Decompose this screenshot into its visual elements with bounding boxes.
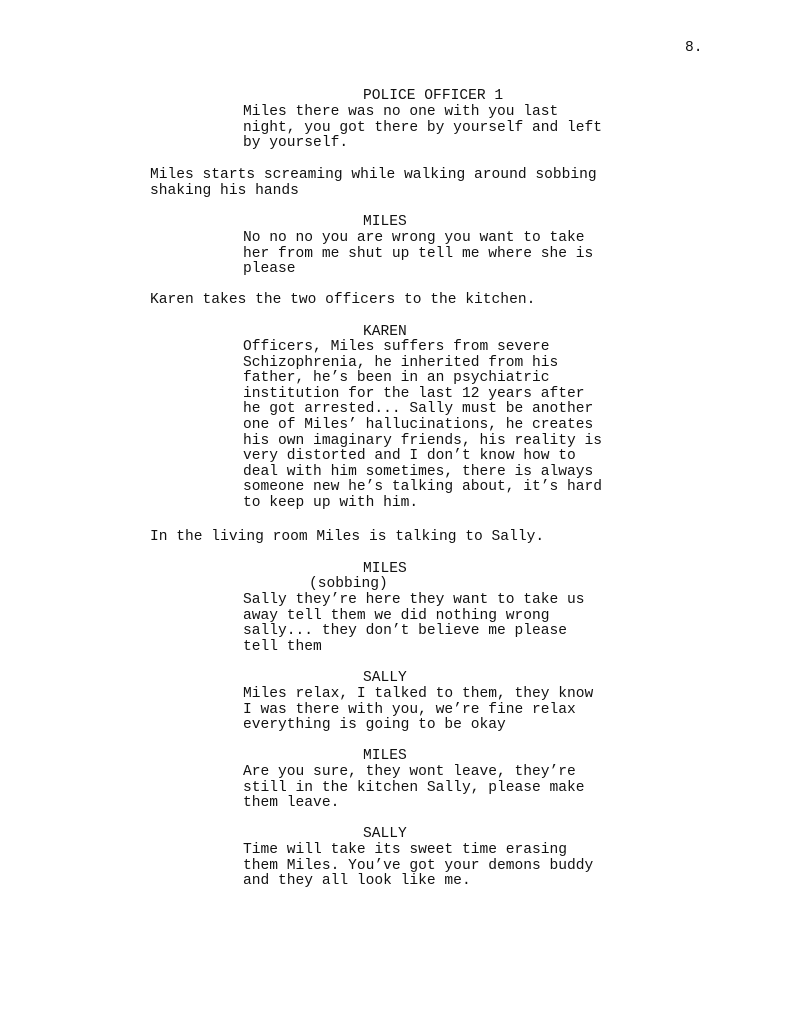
character-cue-sally-2: SALLY	[363, 826, 407, 842]
dialogue-miles-3: Are you sure, they wont leave, they’re still in the kitchen Sally, please make them leave.	[243, 764, 585, 812]
character-cue-karen: KAREN	[363, 324, 407, 340]
character-cue-police-officer-1: POLICE OFFICER 1	[363, 88, 504, 104]
page-number: 8.	[685, 40, 703, 56]
parenthetical-sobbing: (sobbing)	[309, 576, 388, 592]
action-line-2: Karen takes the two officers to the kitchen.	[150, 292, 536, 308]
action-line-1: Miles starts screaming while walking around sobbing shaking his hands	[150, 167, 597, 199]
character-cue-miles-3: MILES	[363, 748, 407, 764]
character-cue-miles-1: MILES	[363, 214, 407, 230]
dialogue-sally-1: Miles relax, I talked to them, they know I was there with you, we’re fine relax everything is going to be okay	[243, 686, 594, 734]
dialogue-karen: Officers, Miles suffers from severe Schizophrenia, he inherited from his father, he’s been in an psychiatric institution for the last 12 years after he got arrested... Sally must be another one of Miles’ hallucinations, he creates his own imaginary friends, his reality is very distorted and I don’t know how to deal with him sometimes, there is always someone new he’s talking about, it’s hard to keep up with him.	[243, 339, 603, 511]
dialogue-police-officer-1: Miles there was no one with you last night, you got there by yourself and left by yourself.	[243, 104, 603, 152]
dialogue-miles-2: Sally they’re here they want to take us away tell them we did nothing wrong sally... they don’t believe me please tell them	[243, 592, 585, 655]
action-line-3: In the living room Miles is talking to Sally.	[150, 529, 545, 545]
dialogue-miles-1: No no no you are wrong you want to take her from me shut up tell me where she is please	[243, 230, 594, 278]
character-cue-miles-2: MILES	[363, 561, 407, 577]
character-cue-sally-1: SALLY	[363, 670, 407, 686]
dialogue-sally-2: Time will take its sweet time erasing them Miles. You’ve got your demons buddy and they all look like me.	[243, 842, 594, 890]
